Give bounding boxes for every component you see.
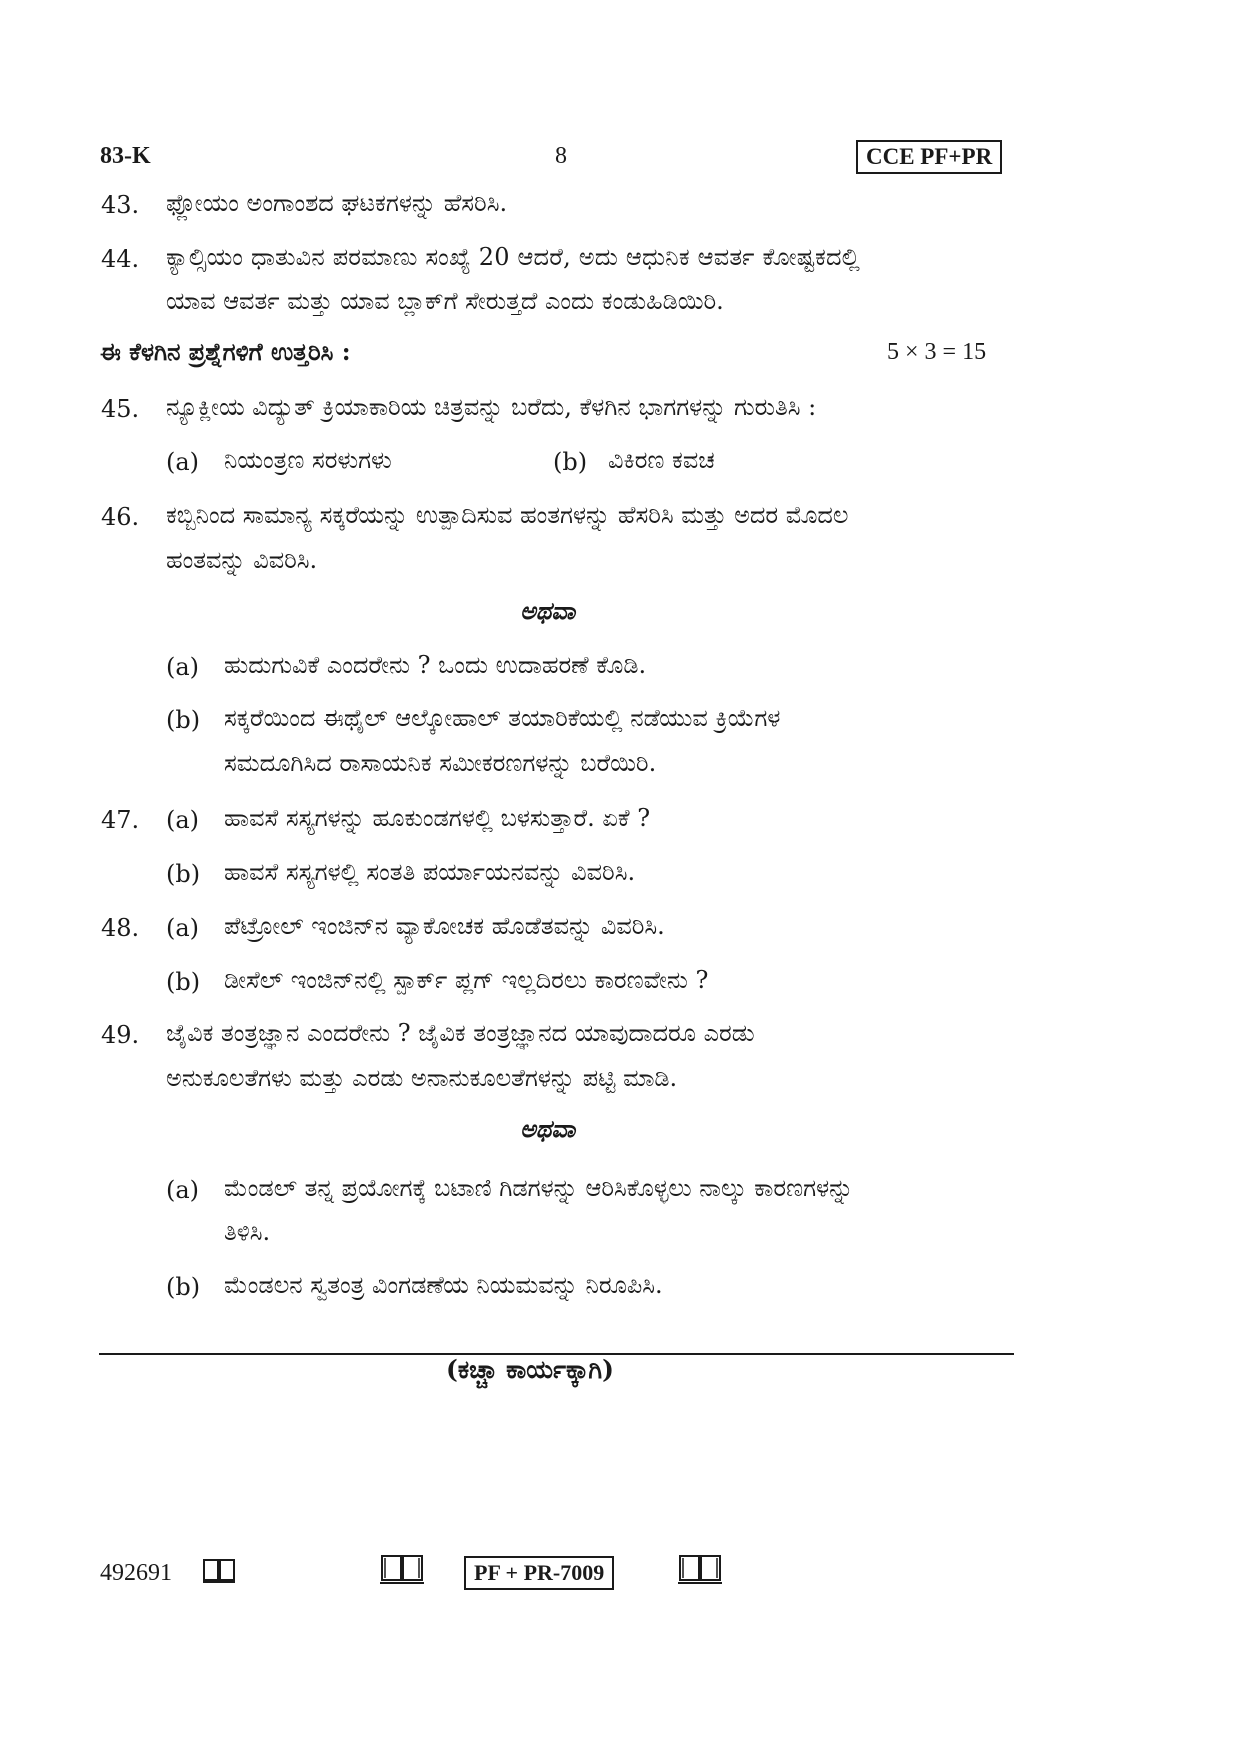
footer-code-box: PF + PR-7009 [464, 1556, 614, 1590]
option-text: ವಿಕಿರಣ ಕವಚ [608, 446, 715, 474]
option-text: ಪೆಟ್ರೋಲ್ ಇಂಜಿನ್‌ನ ವ್ಯಾಕೋಚಕ ಹೊಡೆತವನ್ನು ವಿವರಿಸಿ. [224, 912, 665, 940]
option-label: (b) [166, 968, 201, 996]
option-label: (a) [166, 914, 200, 942]
option-text: ಮೆಂಡಲ್ ತನ್ನ ಪ್ರಯೋಗಕ್ಕೆ ಬಟಾಣಿ ಗಿಡಗಳನ್ನು ಆರಿಸಿಕೊಳ್ಳಲು ನಾಲ್ಕು ಕಾರಣಗಳನ್ನು [224, 1174, 854, 1202]
or-divider: ಅಥವಾ [520, 596, 576, 625]
question-text: ಯಾವ ಆವರ್ತ ಮತ್ತು ಯಾವ ಬ್ಲಾಕ್‌ಗೆ ಸೇರುತ್ತದೆ ಎಂದು ಕಂಡುಹಿಡಿಯಿರಿ. [166, 287, 724, 315]
option-text: ಹಾವಸೆ ಸಸ್ಯಗಳಲ್ಲಿ ಸಂತತಿ ಪರ್ಯಾಯನವನ್ನು ವಿವರಿಸಿ. [224, 858, 636, 886]
exam-type-box: CCE PF+PR [856, 140, 1002, 174]
option-label: (b) [166, 1273, 201, 1301]
option-text: ಸಮದೂಗಿಸಿದ ರಾಸಾಯನಿಕ ಸಮೀಕರಣಗಳನ್ನು ಬರೆಯಿರಿ. [224, 749, 657, 777]
page-number: 8 [555, 143, 567, 169]
option-text: ಸಕ್ಕರೆಯಿಂದ ಈಥೈಲ್ ಆಲ್ಕೋಹಾಲ್ ತಯಾರಿಕೆಯಲ್ಲಿ ನಡೆಯುವ ಕ್ರಿಯೆಗಳ [224, 704, 781, 732]
option-label: (a) [166, 653, 200, 681]
option-label: (b) [166, 706, 201, 734]
question-text: ನ್ಯೂಕ್ಲೀಯ ವಿದ್ಯುತ್ ಕ್ರಿಯಾಕಾರಿಯ ಚಿತ್ರವನ್ನು ಬರೆದು, ಕೆಳಗಿನ ಭಾಗಗಳನ್ನು ಗುರುತಿಸಿ : [166, 393, 817, 421]
option-text: ಹುದುಗುವಿಕೆ ಎಂದರೇನು ? ಒಂದು ಉದಾಹರಣೆ ಕೊಡಿ. [224, 651, 647, 679]
option-label: (a) [166, 1176, 200, 1204]
option-text: ತಿಳಿಸಿ. [224, 1218, 271, 1246]
option-text: ಹಾವಸೆ ಸಸ್ಯಗಳನ್ನು ಹೂಕುಂಡಗಳಲ್ಲಿ ಬಳಸುತ್ತಾರೆ. ಏಕೆ ? [224, 804, 651, 832]
question-text: ಜೈವಿಕ ತಂತ್ರಜ್ಞಾನ ಎಂದರೇನು ? ಜೈವಿಕ ತಂತ್ರಜ್ಞಾನದ ಯಾವುದಾದರೂ ಎರಡು [166, 1019, 755, 1047]
option-text: ಡೀಸೆಲ್ ಇಂಜಿನ್‌ನಲ್ಲಿ ಸ್ಪಾರ್ಕ್ ಪ್ಲಗ್ ಇಲ್ಲದಿರಲು ಕಾರಣವೇನು ? [224, 966, 709, 994]
question-text: ಹಂತವನ್ನು ವಿವರಿಸಿ. [166, 546, 318, 574]
rough-work-label: (ಕಚ್ಚಾ ಕಾರ್ಯಕ್ಕಾಗಿ) [446, 1355, 614, 1384]
book-icon [379, 1552, 425, 1586]
question-text: ಕಬ್ಬಿನಿಂದ ಸಾಮಾನ್ಯ ಸಕ್ಕರೆಯನ್ನು ಉತ್ಪಾದಿಸುವ ಹಂತಗಳನ್ನು ಹೆಸರಿಸಿ ಮತ್ತು ಅದರ ಮೊದಲ [166, 501, 849, 529]
option-label: (b) [553, 448, 588, 476]
question-text: ಫ್ಲೋಯಂ ಅಂಗಾಂಶದ ಘಟಕಗಳನ್ನು ಹೆಸರಿಸಿ. [166, 189, 508, 217]
or-divider: ಅಥವಾ [520, 1114, 576, 1143]
question-number: 43. [101, 191, 140, 219]
option-label: (b) [166, 860, 201, 888]
question-number: 47. [101, 806, 140, 834]
option-label: (a) [166, 806, 200, 834]
option-text: ನಿಯಂತ್ರಣ ಸರಳುಗಳು [224, 446, 392, 474]
option-text: ಮೆಂಡಲನ ಸ್ವತಂತ್ರ ವಿಂಗಡಣೆಯ ನಿಯಮವನ್ನು ನಿರೂಪಿಸಿ. [224, 1271, 663, 1299]
footer-serial: 492691 [100, 1560, 172, 1586]
paper-code: 83-K [100, 143, 151, 169]
book-icon [677, 1552, 723, 1586]
question-number: 44. [101, 245, 140, 273]
question-text: ಕ್ಯಾಲ್ಸಿಯಂ ಧಾತುವಿನ ಪರಮಾಣು ಸಂಖ್ಯೆ 20 ಆದರೆ, ಅದು ಆಧುನಿಕ ಆವರ್ತ ಕೋಷ್ಟಕದಲ್ಲಿ [166, 243, 860, 271]
option-label: (a) [166, 448, 200, 476]
section-instruction: ಈ ಕೆಳಗಿನ ಪ್ರಶ್ನೆಗಳಿಗೆ ಉತ್ತರಿಸಿ : [100, 337, 351, 366]
question-number: 45. [101, 395, 140, 423]
question-number: 48. [101, 914, 140, 942]
question-number: 49. [101, 1021, 140, 1049]
book-icon [202, 1556, 236, 1584]
section-marks: 5 × 3 = 15 [887, 339, 987, 365]
question-text: ಅನುಕೂಲತೆಗಳು ಮತ್ತು ಎರಡು ಅನಾನುಕೂಲತೆಗಳನ್ನು ಪಟ್ಟಿ ಮಾಡಿ. [166, 1064, 678, 1092]
question-number: 46. [101, 503, 140, 531]
